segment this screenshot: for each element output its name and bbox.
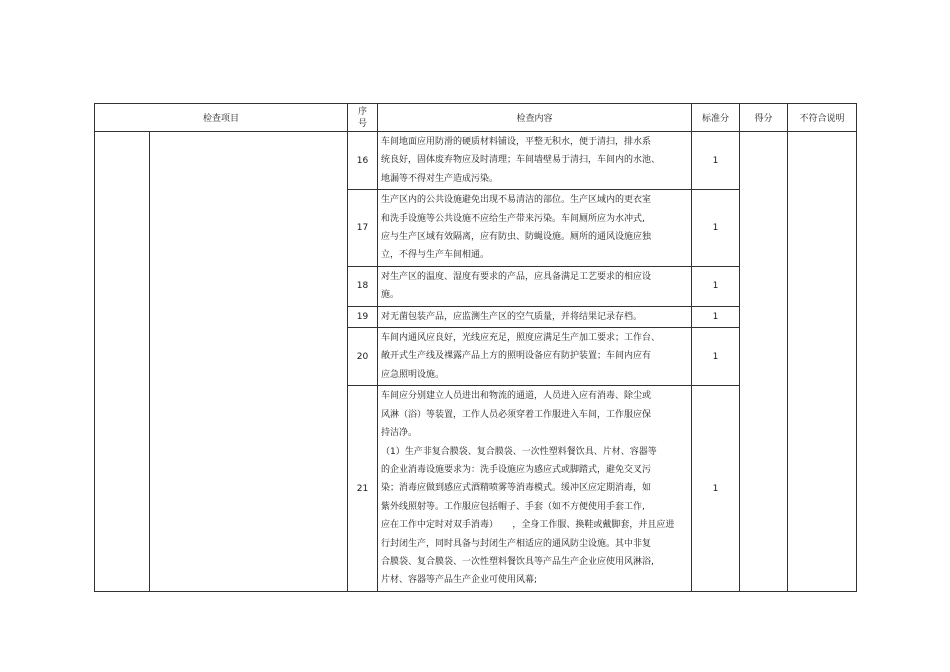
- content-line: 对无菌包装产品，应监测生产区的空气质量，并将结果记录存档。: [381, 311, 643, 322]
- content-line: 应在工作中定时对双手消毒） ，全身工作服、换鞋或戴脚套，并且应进: [381, 520, 675, 531]
- content-line: 持洁净。: [381, 428, 418, 439]
- seq-cell: 21: [348, 386, 378, 591]
- content-cell: [378, 306, 692, 327]
- content-line: 立，不得与生产车间相通。: [381, 250, 490, 261]
- seq-cell: 17: [348, 190, 378, 267]
- content-cell: [378, 266, 692, 306]
- standard-score-cell: 1: [692, 190, 740, 267]
- subcategory-cell: [150, 132, 348, 592]
- content-line: 和洗手设施等公共设施不应给生产带来污染。车间厕所应为水冲式,: [381, 213, 645, 224]
- header-score: 得分: [740, 104, 788, 132]
- content-line: 染；消毒应做到感应式酒精喷雾等消毒模式。缓冲区应定期消毒，如: [381, 483, 652, 494]
- content-line: 车间地面应用防滑的硬质材料铺设，平整无积水，便于清扫，排水系: [381, 137, 652, 147]
- content-line: 统良好，固体废弃物应及时清理；车间墙壁易于清扫，车间内的水池、: [381, 155, 661, 166]
- seq-cell: 19: [348, 306, 378, 327]
- content-line: 风淋（浴）等装置，工作人员必须穿着工作服进入车间，工作服应保: [381, 409, 652, 420]
- content-line: 应与生产区域有效隔离，应有防虫、防蝇设施。厕所的通风设施应独: [381, 232, 652, 243]
- standard-score-cell: 1: [692, 306, 740, 327]
- content-line: 的企业消毒设施要求为：洗手设施应为感应式或脚踏式，避免交叉污: [381, 464, 652, 475]
- header-nonconformity-note: 不符合说明: [788, 104, 857, 132]
- seq-cell: 16: [348, 132, 378, 190]
- header-check-item: 检查项目: [95, 104, 348, 132]
- content-line: 车间应分别建立人员进出和物流的通道，人员进入应有消毒、除尘或: [381, 391, 652, 402]
- content-line: 生产区内的公共设施避免出现不易清洁的部位。生产区域内的更衣室: [381, 195, 652, 206]
- header-check-content: 检查内容: [378, 104, 692, 132]
- note-cell: [788, 132, 857, 592]
- score-cell: [740, 132, 788, 592]
- content-line: 地漏等不得对生产造成污染。: [381, 173, 499, 184]
- content-line: 对生产区的温度、湿度有要求的产品，应具备满足工艺要求的相应设: [381, 271, 652, 282]
- category-cell: [95, 132, 150, 592]
- content-line: 合膜袋、复合膜袋、一次性塑料餐饮具等产品生产企业应使用风淋浴,: [381, 556, 654, 567]
- seq-cell: 20: [348, 328, 378, 386]
- header-row: [95, 104, 857, 132]
- standard-score-cell: 1: [692, 132, 740, 190]
- content-line: 施。: [381, 290, 400, 301]
- content-cell: [378, 328, 692, 386]
- content-line: 敞开式生产线及裸露产品上方的照明设备应有防护装置；车间内应有: [381, 351, 652, 362]
- content-line: 行封闭生产，同时具备与封闭生产相适应的通风防尘设施。其中非复: [381, 538, 652, 549]
- header-standard-score: 标准分: [692, 104, 740, 132]
- header-seq: [348, 104, 378, 132]
- inspection-table: [94, 103, 857, 592]
- standard-score-cell: 1: [692, 328, 740, 386]
- content-line: 紫外线照射等。工作服应包括帽子、手套（如不方便使用手套工作,: [381, 501, 645, 512]
- content-line: 片材、容器等产品生产企业可使用风幕;: [381, 575, 538, 586]
- content-line: （1）生产非复合膜袋、复合膜袋、一次性塑料餐饮具、片材、容器等: [381, 446, 657, 457]
- content-cell: [378, 190, 692, 267]
- content-cell: [378, 386, 692, 591]
- content-cell: [378, 132, 692, 190]
- header-seq-bottom: 号: [358, 118, 368, 129]
- seq-cell: 18: [348, 266, 378, 306]
- content-line: 车间内通风应良好，光线应充足，照度应满足生产加工要求；工作台、: [381, 333, 661, 344]
- header-seq-top: 序: [358, 106, 368, 117]
- standard-score-cell: 1: [692, 386, 740, 591]
- table-row: [95, 132, 857, 190]
- content-line: 应急照明设施。: [381, 369, 445, 380]
- standard-score-cell: 1: [692, 266, 740, 306]
